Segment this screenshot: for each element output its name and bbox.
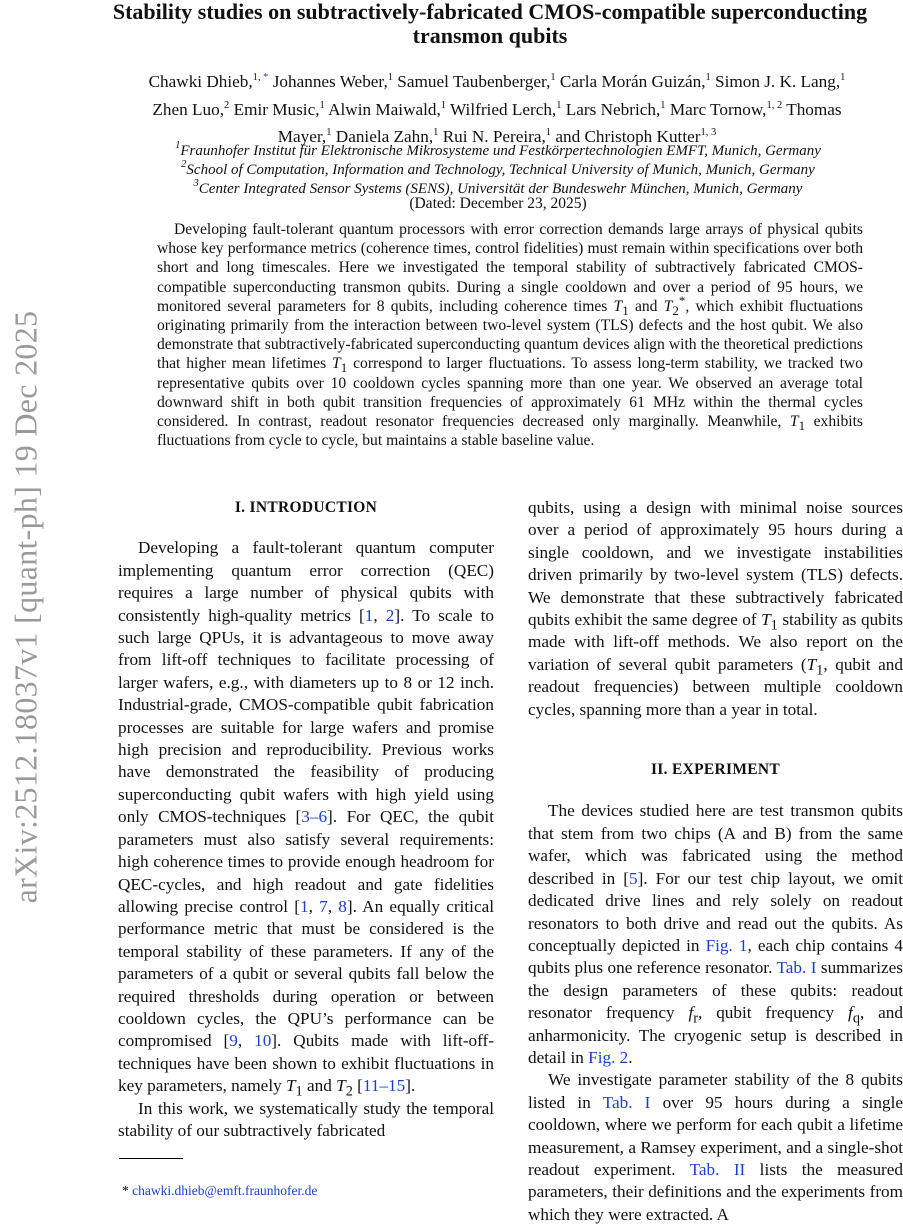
section-heading-introduction: I. INTRODUCTION <box>234 499 378 516</box>
arxiv-identifier: arXiv:2512.18037v1 [quant-ph] 19 Dec 2025 <box>7 310 44 904</box>
footnote-marker: * <box>122 1183 129 1198</box>
footnote-email-link[interactable]: chawki.dhieb@emft.fraunhofer.de <box>132 1183 318 1198</box>
dated-line: (Dated: December 23, 2025) <box>409 195 587 212</box>
affiliation-1: $^1$Fraunhofer Institut für Elektronische Mikrosysteme und Festkörpertechnologien EMFT, Munich, Germany <box>175 140 821 159</box>
abstract-text: Developing fault-tolerant quantum processors with error correction demands large arrays of physical qubits whose key performance metrics (coherence times, control fidelities) must remain within specifications over both short and long timescales. Here we investigated the temporal stability of subtractively fabricated CMOS-compatible superconducting transmon qubits. During a single cooldown and over a period of 95 hours, we monitored several parameters for 8 qubits, including coherence times $T_1$ and $T_2^*$, which exhibit fluctuations originating primarily from the interaction between two-level system (TLS) defects and the host qubit. We also demonstrate that subtractively-fabricated superconducting quantum devices align with the theoretical predictions that higher mean lifetimes $T_1$ correspond to larger fluctuations. To assess long-term stability, we tracked two representative qubits over 10 cooldown cycles spanning more than one year. We observed an average total downward shift in both qubit transition frequencies of approximately 61 MHz within the thermal cycles considered. In contrast, readout resonator frequencies decreased only marginally. Meanwhile, $T_1$ exhibits fluctuations from cycle to cycle, but maintains a stable baseline value. <box>157 221 863 450</box>
arxiv-sidebar-stamp <box>4 262 48 952</box>
paper-title: Stability studies on subtractively-fabricated CMOS-compatible superconducting transmon qubits <box>112 0 868 48</box>
section-heading-experiment: II. EXPERIMENT <box>650 761 781 779</box>
author-list: Chawki Dhieb,$^{1, *}$ Johannes Weber,$^1$ Samuel Taubenberger,$^1$ Carla Morán Guizán,$^1$ Simon J. K. Lang,$^1$ Zhen Luo,$^2$ Emir Music,$^1$ Alwin Maiwald,$^1$ Wilfried Lerch,$^1$ Lars Nebrich,$^1$ Marc Tornow,$^{1, 2}$ Thomas Mayer,$^1$ Daniela Zahn,$^1$ Rui N. Pereira,$^1$ and Christoph Kutter$^{1, 3}$ <box>148 72 846 146</box>
experiment-paragraph-1: The devices studied here are test transmon qubits that stem from two chips (A and B) from the same wafer, which was fabricated using the method described in [5]. For our test chip layout, we omit dedicated drive lines and rely solely on readout resonators to both drive and read out the qubits. As conceptually depicted in Fig. 1, each chip contains 4 qubits plus one reference resonator. Tab. I summarizes the design parameters of these qubits: readout resonator frequency $f_r$, qubit frequency $f_q$, and anharmonicity. The cryogenic setup is described in detail in Fig. 2. <box>528 801 903 1067</box>
footnote <box>122 1183 317 1199</box>
experiment-paragraph-2: We investigate parameter stability of the 8 qubits listed in Tab. I over 95 hours during a single cooldown, where we perform for each qubit a lifetime measurement, a Ramsey experiment, and a single-shot readout experiment. Tab. II lists the measured parameters, their definitions and the experiments from which they were extracted. A <box>528 1070 903 1224</box>
affiliation-2: $^2$School of Computation, Information and Technology, Technical University of Munich, Munich, Germany <box>181 159 815 178</box>
affiliation-3: $^3$Center Integrated Sensor Systems (SENS), Universität der Bundeswehr München, Munich, Germany <box>193 178 803 197</box>
intro-paragraph-1: Developing a fault-tolerant quantum computer implementing quantum error correction (QEC) requires a large number of physical qubits with consistently high-quality metrics [1, 2]. To scale to such large QPUs, it is advantageous to move away from lift-off techniques to facilitate processing of larger wafers, e.g., with diameters up to 8 or 12 inch. Industrial-grade, CMOS-compatible qubit fabrication processes are suitable for large wafers and promise high precision and reproducibility. Previous works have demonstrated the feasibility of producing superconducting qubit wafers with high yield using only CMOS-techniques [3–6]. For QEC, the qubit parameters must also satisfy several requirements: high coherence times to provide enough headroom for QEC-cycles, and high readout and gate fidelities allowing precise control [1, 7, 8]. An equally critical performance metric that must be considered is the temporal stability of these parameters. If any of the parameters of a qubit or several qubits fall below the required thresholds during operation or between cooldown cycles, the QPU’s performance can be compromised [9, 10]. Qubits made with lift-off-techniques have been shown to exhibit fluctuations in key parameters, namely $T_1$ and $T_2$ [11–15]. <box>118 538 494 1100</box>
abstract <box>157 220 863 450</box>
left-column <box>118 497 494 1142</box>
intro-paragraph-2: In this work, we systematically study the temporal stability of our subtractively fabricated <box>118 1098 494 1140</box>
footnote-rule <box>119 1158 183 1159</box>
intro-continuation: qubits, using a design with minimal noise sources over a period of approximately 95 hours during a single cooldown, and we investigate instabilities driven primarily by two-level system (TLS) defects. We demonstrate that these subtractively fabricated qubits exhibit the same degree of $T_1$ stability as qubits made with lift-off methods. We also report on the variation of several qubit parameters ($T_1$, qubit and readout frequencies) between multiple cooldown cycles, spanning more than a year in total. <box>528 498 903 719</box>
right-column <box>528 497 903 1226</box>
